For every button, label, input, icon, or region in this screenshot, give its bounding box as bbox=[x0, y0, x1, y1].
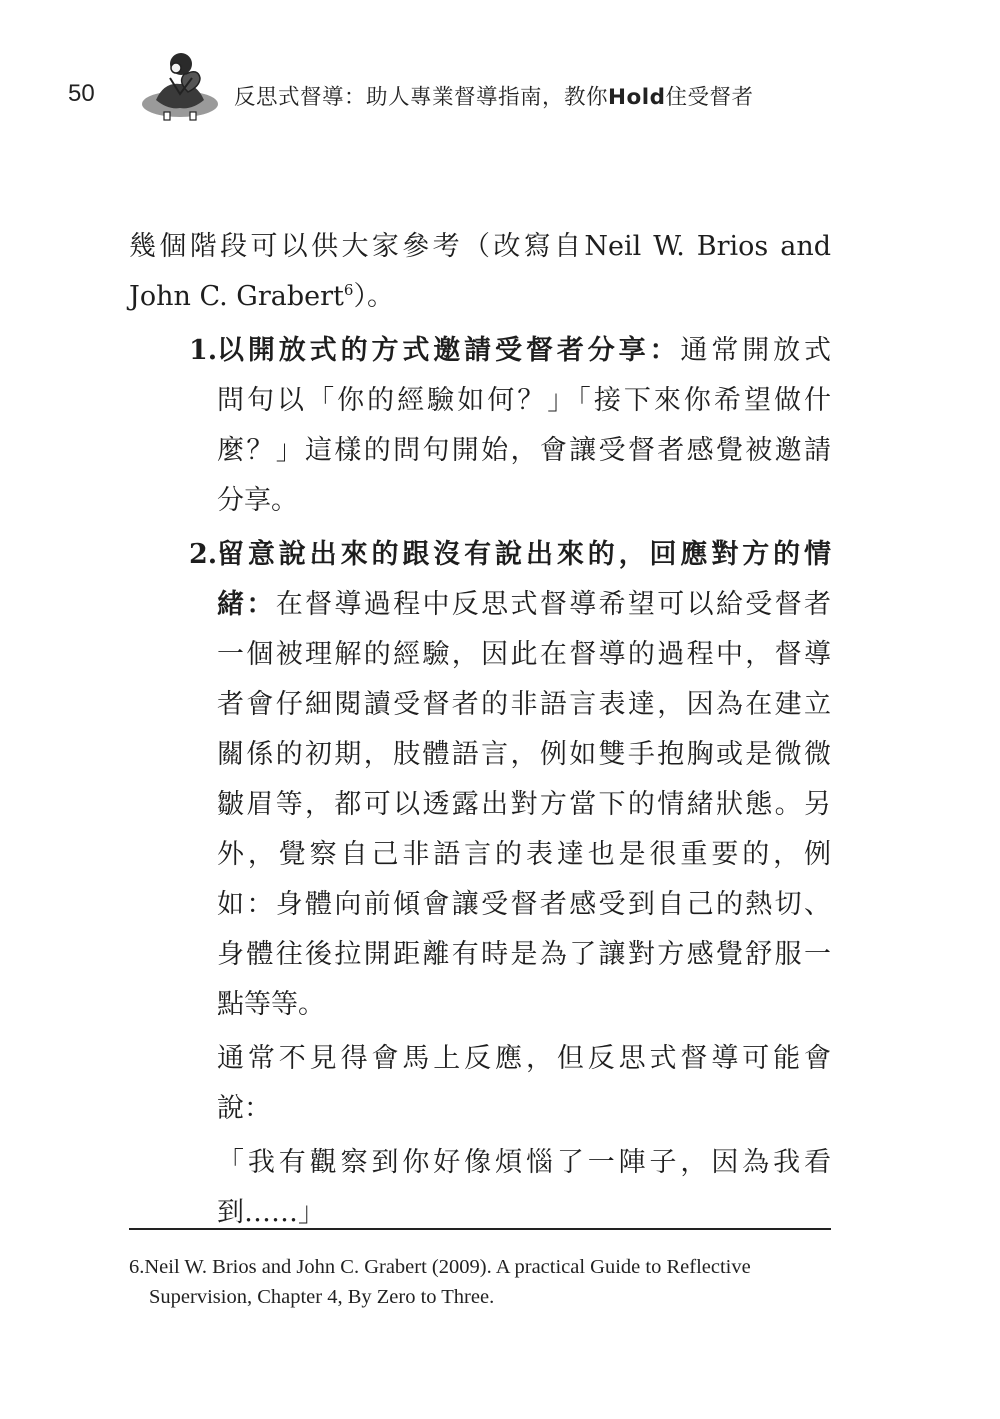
footnote-line-2: Supervision, Chapter 4, By Zero to Three. bbox=[149, 1286, 495, 1308]
list-item-first-line bbox=[217, 580, 831, 630]
list-item-first-line bbox=[217, 326, 831, 376]
list-item-text: 點等等。 bbox=[217, 989, 325, 1020]
footnote bbox=[129, 1252, 839, 1312]
list-item-text: 通常開放式 bbox=[680, 335, 832, 366]
intro-paragraph bbox=[129, 222, 831, 322]
list-item-heading: 緒： bbox=[217, 589, 276, 620]
footnote-reference: 6 bbox=[343, 281, 354, 299]
list-item-text: 問句以「你的經驗如何？」「接下來你希望做什 bbox=[217, 385, 831, 416]
header-title-part1: 反思式督導：助人專業督導指南，教你 bbox=[234, 85, 609, 110]
list-item bbox=[129, 326, 831, 526]
intro-end: ）。 bbox=[353, 281, 394, 312]
footnote-line-1: 6.Neil W. Brios and John C. Grabert (2009). A practical Guide to Reflective bbox=[129, 1256, 751, 1278]
list-item-text: 外，覺察自己非語言的表達也是很重要的，例 bbox=[217, 839, 831, 870]
intro-line-1: 幾個階段可以供大家參考（改寫自Neil W. Brios and bbox=[129, 231, 831, 262]
intro-author: John C. Grabert bbox=[129, 281, 344, 312]
paragraph-line: 通常不見得會馬上反應，但反思式督導可能會 bbox=[217, 1043, 831, 1074]
list-item-text: 如：身體向前傾會讓受督者感受到自己的熱切、 bbox=[217, 889, 831, 920]
list-item-number: 1. bbox=[189, 335, 218, 366]
list-item-heading: 以開放式的方式邀請受督者分享： bbox=[217, 335, 681, 366]
list-item-text: 關係的初期，肢體語言，例如雙手抱胸或是微微 bbox=[217, 739, 831, 770]
list-item-text: 麼？」這樣的問句開始，會讓受督者感覺被邀請 bbox=[217, 435, 831, 466]
header-title-part2: 住受督者 bbox=[665, 85, 754, 110]
person-holding-heart-illustration bbox=[140, 48, 220, 126]
list-item-text: 身體往後拉開距離有時是為了讓對方感覺舒服一 bbox=[217, 939, 831, 970]
list-item-text: 者會仔細閱讀受督者的非語言表達，因為在建立 bbox=[217, 689, 831, 720]
quote-line: 到……」 bbox=[217, 1197, 325, 1228]
running-header-title bbox=[234, 80, 754, 111]
quote-line: 「我有觀察到你好像煩惱了一陣子，因為我看 bbox=[217, 1147, 831, 1178]
list-item-number: 2. bbox=[189, 539, 218, 570]
list-item-text: 在督導過程中反思式督導希望可以給受督者 bbox=[275, 589, 832, 620]
list-item-text: 皺眉等，都可以透露出對方當下的情緒狀態。另 bbox=[217, 789, 831, 820]
list-item-text: 分享。 bbox=[217, 485, 298, 516]
list-item-text: 一個被理解的經驗，因此在督導的過程中，督導 bbox=[217, 639, 831, 670]
example-quote bbox=[129, 1138, 831, 1238]
footnote-divider bbox=[129, 1228, 831, 1230]
intro-line-2 bbox=[129, 272, 831, 322]
body-text bbox=[129, 222, 831, 1238]
page-number: 50 bbox=[68, 80, 95, 107]
list-item-heading: 留意說出來的跟沒有說出來的，回應對方的情 bbox=[217, 539, 831, 570]
follow-up-paragraph bbox=[129, 1034, 831, 1134]
paragraph-line: 說： bbox=[217, 1093, 271, 1124]
list-item bbox=[129, 530, 831, 1030]
header-title-bold: Hold bbox=[608, 85, 666, 110]
